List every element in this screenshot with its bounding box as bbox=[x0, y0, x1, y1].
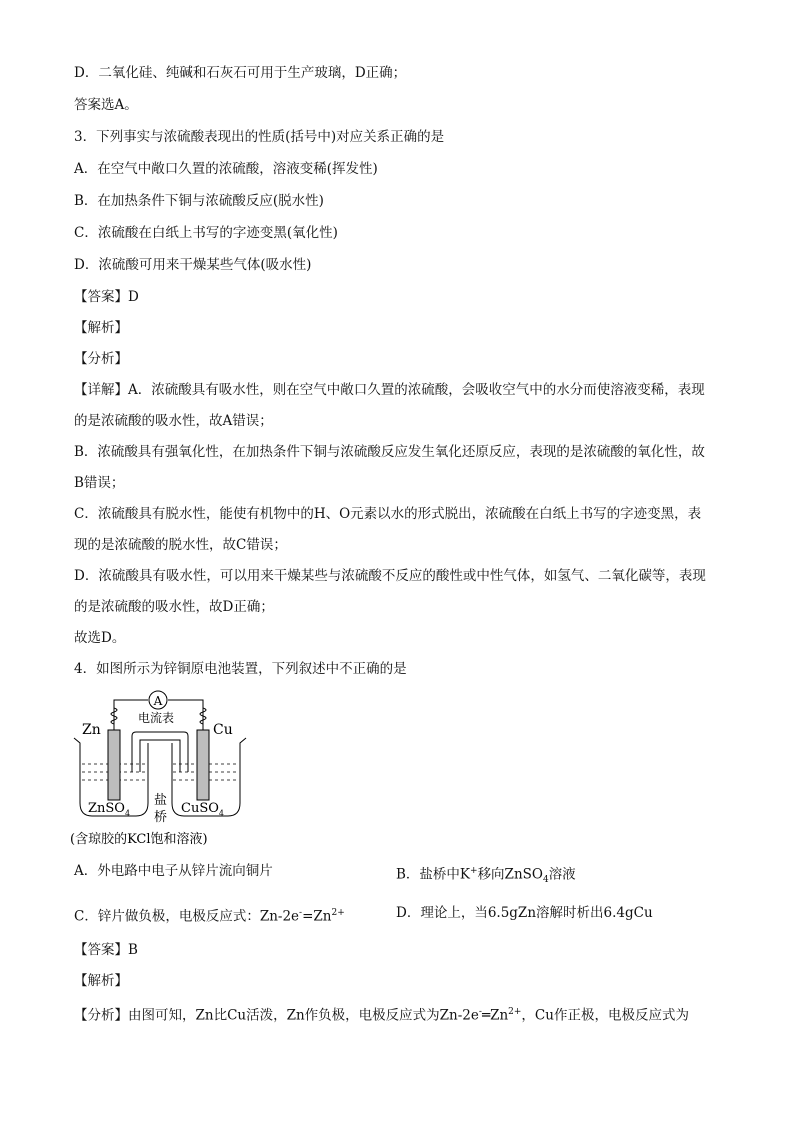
q3-detail-b2: B错误； bbox=[74, 475, 125, 491]
q4-option-a: A．外电路中电子从锌片流向铜片 bbox=[74, 863, 273, 879]
galvanic-cell-diagram bbox=[70, 688, 260, 853]
q4-option-b: B．盐桥中K+移向ZnSO$_4$溶液 bbox=[396, 866, 576, 886]
figure-caption: (含琼胶的KCl饱和溶液) bbox=[70, 832, 208, 847]
cuso4-label: CuSO$_4$ bbox=[181, 801, 224, 818]
cu-label: Cu bbox=[213, 722, 233, 738]
q4-answer: 【答案】B bbox=[74, 942, 138, 958]
line-d-answer: D．二氧化硅、纯碱和石灰石可用于生产玻璃，D正确； bbox=[74, 65, 407, 81]
q3-fenxi: 【分析】 bbox=[74, 351, 128, 367]
copper-electrode bbox=[197, 730, 209, 800]
q3-detail-a2: 的是浓硫酸的吸水性，故A错误； bbox=[74, 413, 273, 429]
q3-detail-c1: C．浓硫酸具有脱水性，能使有机物中的H、O元素以水的形式脱出，浓硫酸在白纸上书写的字迹变黑，表 bbox=[74, 506, 702, 522]
q4-option-d: D．理论上，当6.5gZn溶解时析出6.4gCu bbox=[396, 905, 653, 921]
zinc-electrode bbox=[108, 730, 120, 800]
q4-jiexi: 【解析】 bbox=[74, 973, 128, 989]
q3-detail-d1: D．浓硫酸具有吸水性，可以用来干燥某些与浓硫酸不反应的酸性或中性气体，如氢气、二氧化碳等，表现 bbox=[74, 568, 706, 584]
line-answer-a: 答案选A。 bbox=[74, 97, 138, 113]
q3-option-c: C．浓硫酸在白纸上书写的字迹变黑(氧化性) bbox=[74, 225, 338, 241]
q4-option-c: C．锌片做负极，电极反应式：$Zn-2e^-=Zn^{2+}$ bbox=[74, 908, 345, 925]
q3-option-a: A．在空气中敞口久置的浓硫酸，溶液变稀(挥发性) bbox=[74, 161, 378, 177]
question-4: 4．如图所示为锌铜原电池装置，下列叙述中不正确的是 bbox=[74, 661, 407, 677]
q3-answer: 【答案】D bbox=[74, 289, 139, 305]
q4-analysis: 【分析】由图可知，Zn比Cu活泼，Zn作负极，电极反应式为$Zn-2e^-═Zn^{2+}$，Cu作正极，电极反应式为 bbox=[74, 1007, 689, 1024]
znso4-label: ZnSO$_4$ bbox=[88, 801, 131, 818]
ammeter-symbol: A bbox=[153, 694, 163, 708]
q3-conclusion: 故选D。 bbox=[74, 630, 126, 646]
salt-bridge-label-2: 桥 bbox=[154, 810, 168, 825]
q3-option-d: D．浓硫酸可用来干燥某些气体(吸水性) bbox=[74, 257, 312, 273]
question-3: 3．下列事实与浓硫酸表现出的性质(括号中)对应关系正确的是 bbox=[74, 129, 445, 145]
q3-option-b: B．在加热条件下铜与浓硫酸反应(脱水性) bbox=[74, 193, 324, 209]
salt-bridge bbox=[132, 732, 188, 772]
zn-label: Zn bbox=[82, 722, 101, 738]
q3-detail-a1: 【详解】A．浓硫酸具有吸水性，则在空气中敞口久置的浓硫酸，会吸收空气中的水分而使溶液变稀，表现 bbox=[74, 382, 705, 398]
q3-detail-c2: 现的是浓硫酸的脱水性，故C错误； bbox=[74, 537, 287, 553]
q3-detail-d2: 的是浓硫酸的吸水性，故D正确； bbox=[74, 599, 274, 615]
salt-bridge-label-1: 盐 bbox=[154, 793, 168, 808]
q3-detail-b1: B．浓硫酸具有强氧化性，在加热条件下铜与浓硫酸反应发生氧化还原反应，表现的是浓硫酸的氧化性，故 bbox=[74, 444, 705, 460]
ammeter-label: 电流表 bbox=[138, 711, 175, 725]
q3-jiexi: 【解析】 bbox=[74, 320, 128, 336]
